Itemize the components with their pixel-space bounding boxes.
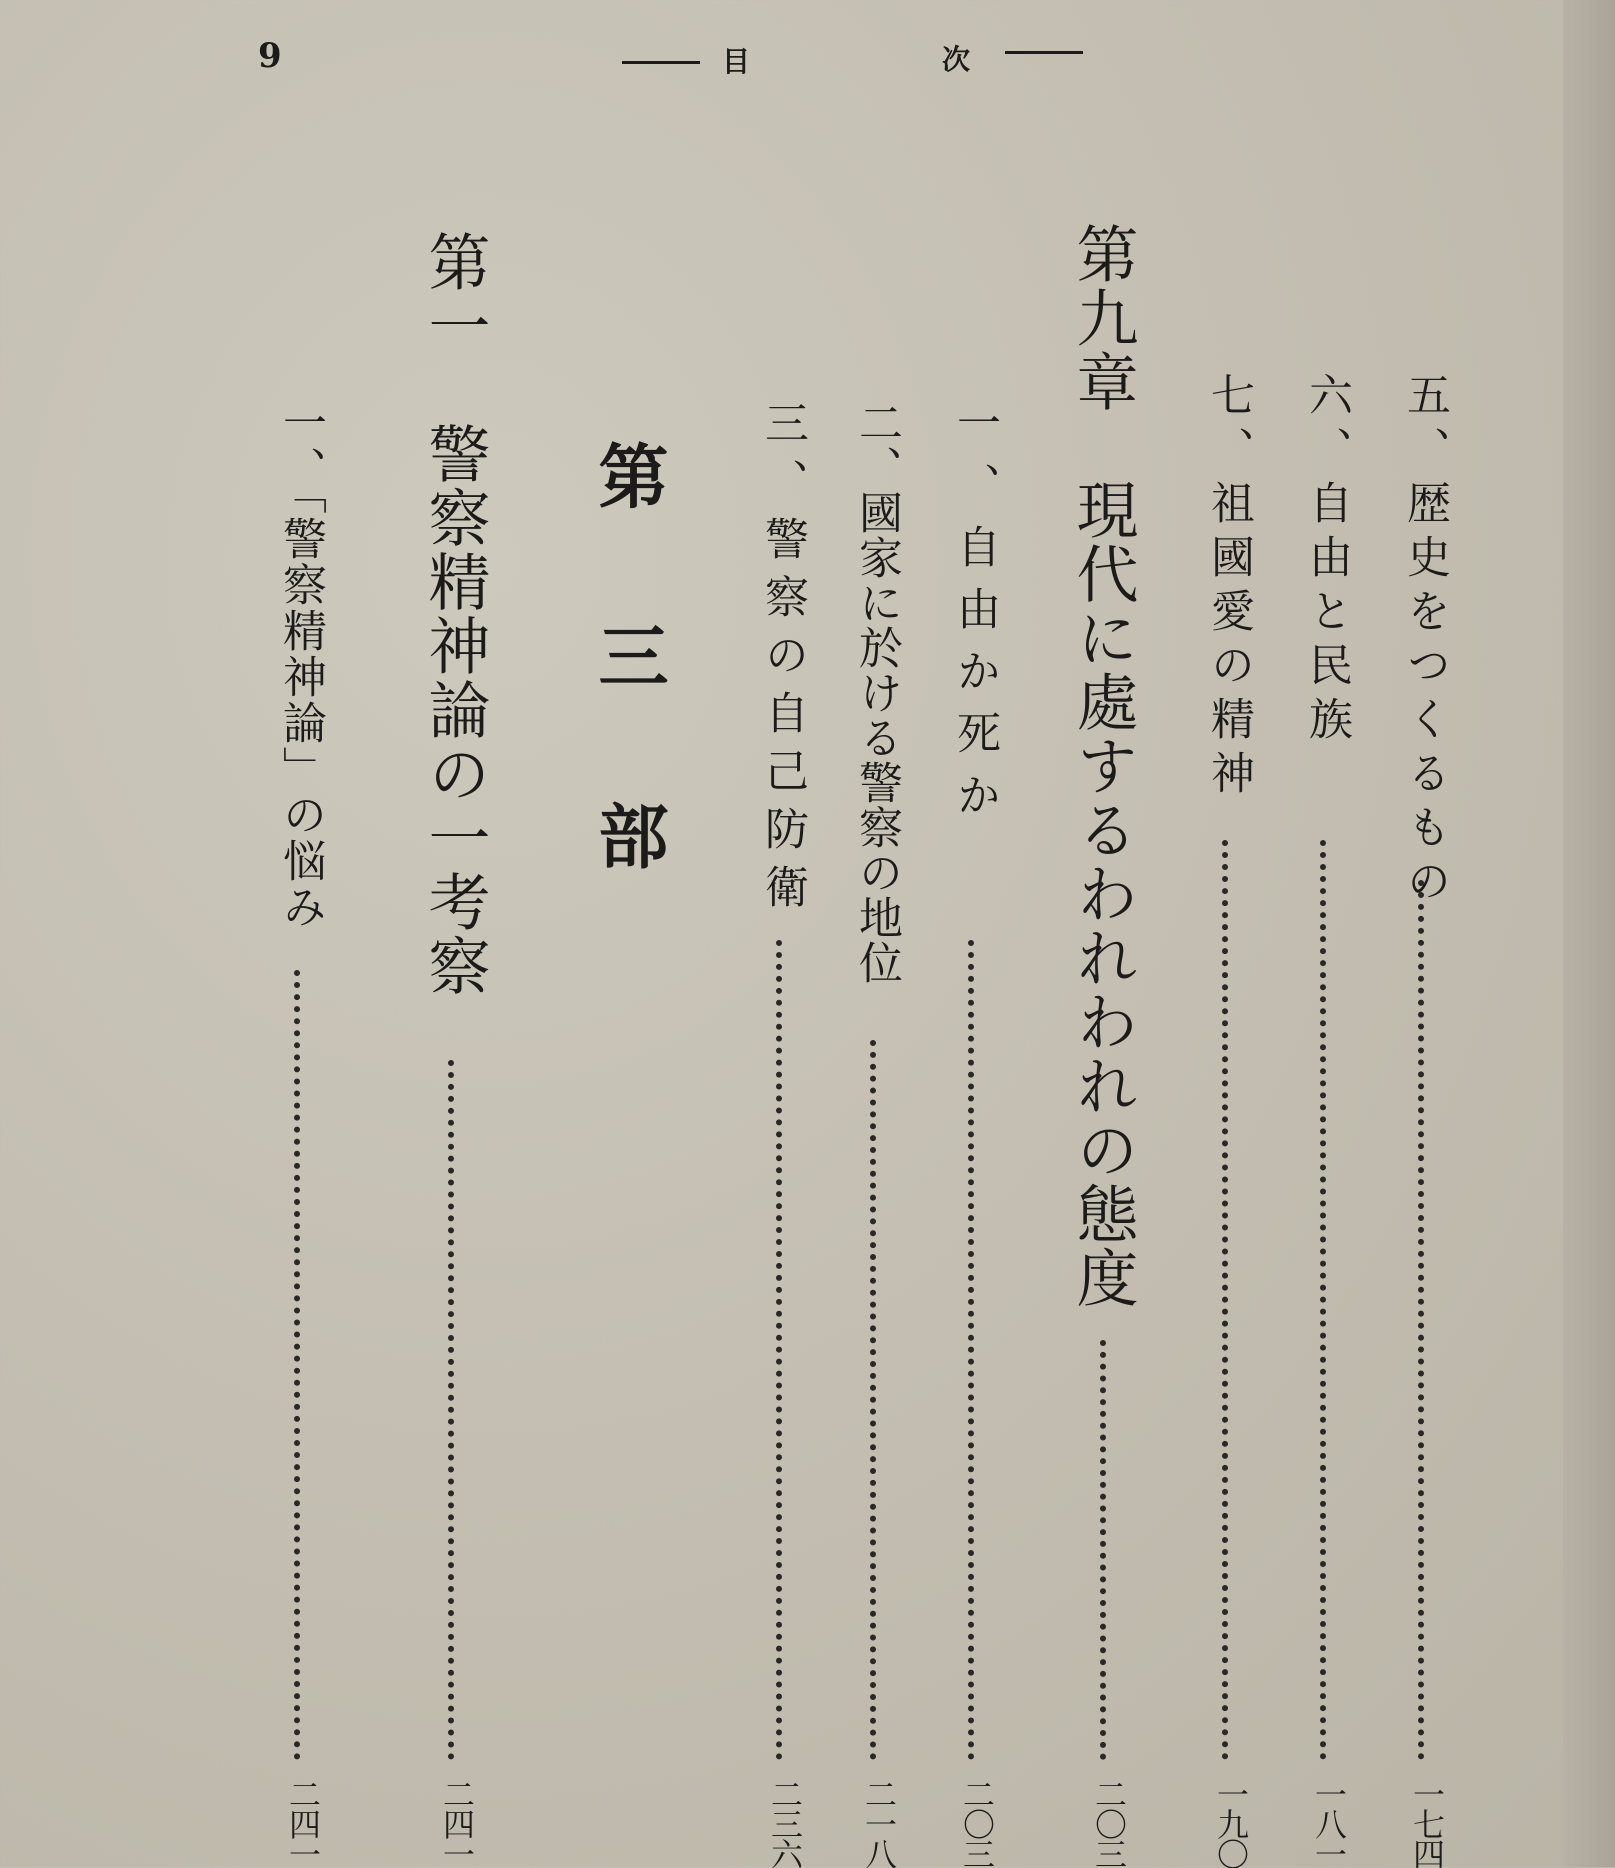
dot-leader: [1320, 840, 1326, 1760]
dot-leader: [870, 1040, 876, 1760]
header-rule: [1005, 51, 1083, 54]
section-page: 二四一: [438, 1778, 476, 1868]
toc-entry-page: 二三六: [766, 1778, 804, 1868]
toc-entry-title: 五、歴史をつくるもの: [1399, 372, 1450, 912]
header-mokuji-second: 次: [942, 43, 971, 76]
page-number: 9: [258, 36, 282, 76]
dot-leader: [1222, 840, 1228, 1760]
part-title: 第三部: [587, 440, 670, 980]
toc-entry-page: 二四一: [284, 1778, 322, 1868]
toc-entry-page: 一八一: [1310, 1778, 1348, 1868]
toc-entry-title: 七、祖國愛の精神: [1203, 372, 1254, 804]
toc-entry-title: 六、自由と民族: [1301, 372, 1352, 750]
header-mokuji-first: 目: [722, 45, 751, 78]
header-rule: [622, 61, 700, 64]
dot-leader: [294, 970, 300, 1760]
dot-leader: [968, 940, 974, 1760]
toc-entry-page: 二〇三: [958, 1778, 996, 1868]
toc-entry-page: 一九〇: [1212, 1778, 1250, 1868]
toc-entry-title: 一、「警察精神論」の悩み: [275, 400, 326, 930]
chapter-title: 第九章 現代に處するわれわれの態度: [1066, 222, 1139, 1310]
toc-entry-title: 二、國家に於ける警察の地位: [851, 400, 902, 985]
dot-leader: [448, 1060, 454, 1760]
section-title: 第一 警察精神論の一考察: [418, 230, 491, 998]
chapter-page: 二〇三: [1090, 1778, 1128, 1868]
toc-entry-page: 一七四: [1408, 1778, 1446, 1868]
dot-leader: [1418, 880, 1424, 1760]
toc-entry-page: 二一八: [860, 1778, 898, 1868]
dot-leader: [1100, 1340, 1106, 1760]
toc-entry-title: 一、自由か死か: [949, 400, 1000, 834]
toc-entry-title: 三、警察の自己防衛: [757, 400, 808, 922]
dot-leader: [776, 940, 782, 1760]
page-edge: [1563, 0, 1615, 1867]
